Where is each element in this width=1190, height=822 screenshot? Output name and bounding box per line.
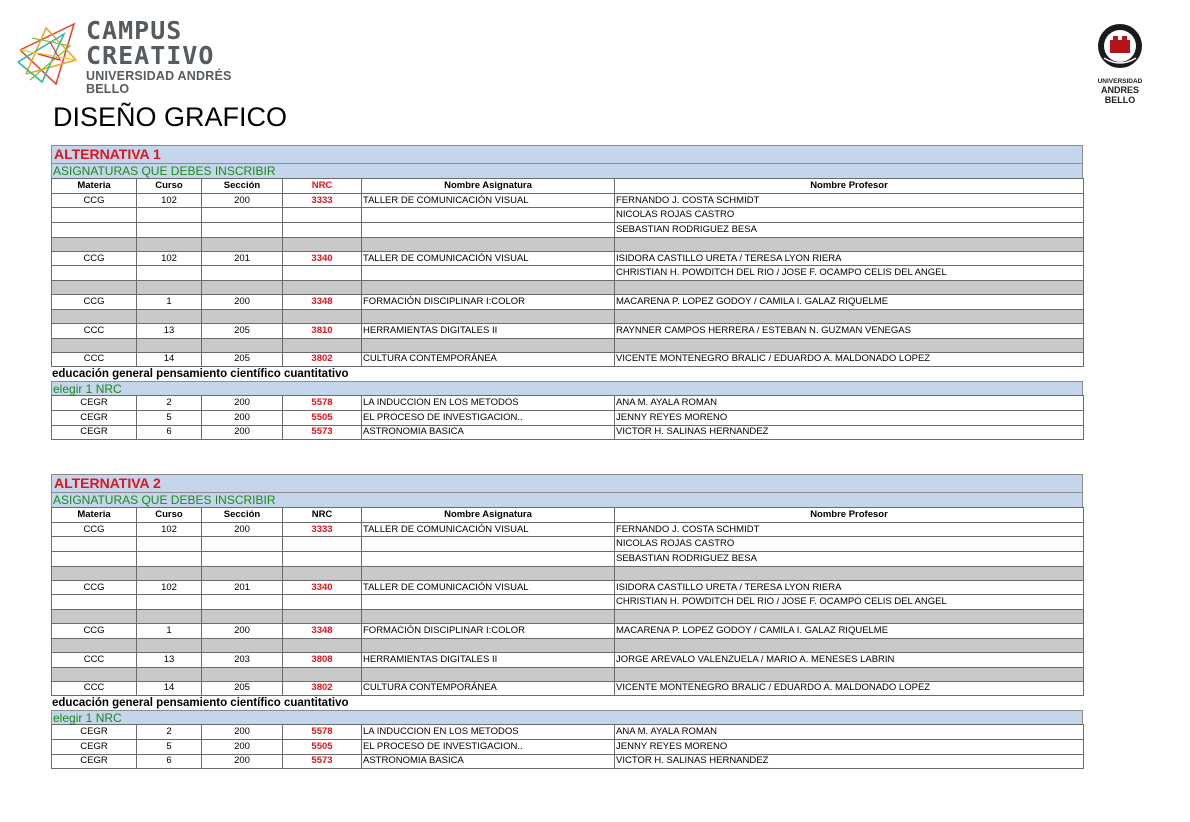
table-cell: ASTRONOMIA BASICA [362, 754, 615, 769]
separator-row [52, 638, 1084, 652]
table-cell: 203 [202, 652, 283, 667]
table-cell [362, 281, 615, 295]
table-cell [202, 266, 283, 281]
table-cell [283, 552, 362, 567]
table-cell: 5505 [283, 410, 362, 425]
table-cell: SEBASTIAN RODRIGUEZ BESA [615, 223, 1084, 238]
table-cell: 205 [202, 352, 283, 367]
table-cell: 3802 [283, 681, 362, 696]
table-cell: TALLER DE COMUNICACIÓN VISUAL [362, 580, 615, 595]
table-cell: CCG [52, 624, 137, 639]
table-cell [137, 281, 202, 295]
table-cell [202, 309, 283, 323]
general-education-label: educación general pensamiento científico cuantitativo [52, 368, 349, 381]
table-cell [137, 595, 202, 610]
table-cell [362, 610, 615, 624]
table-cell [52, 338, 137, 352]
brand-line-2: CREATIVO [86, 41, 215, 70]
table-cell: CHRISTIAN H. POWDITCH DEL RIO / JOSE F. OCAMPO CELIS DEL ANGEL [615, 266, 1084, 281]
table-cell: LA INDUCCION EN LOS METODOS [362, 396, 615, 411]
table-cell: ISIDORA CASTILLO URETA / TERESA LYON RIERA [615, 580, 1084, 595]
separator-row [52, 237, 1084, 251]
table-cell: CEGR [52, 754, 137, 769]
star-network-icon [16, 20, 80, 88]
table-cell: 102 [137, 193, 202, 208]
table-cell [362, 237, 615, 251]
seal-text-2: ANDRES BELLO [1100, 85, 1139, 105]
table-cell [202, 281, 283, 295]
table-cell: 205 [202, 323, 283, 338]
table-cell [283, 208, 362, 223]
table-cell [615, 309, 1084, 323]
table-cell: HERRAMIENTAS DIGITALES II [362, 652, 615, 667]
table-cell [137, 309, 202, 323]
table-cell [52, 309, 137, 323]
separator-row [52, 667, 1084, 681]
table-row [52, 725, 1084, 740]
table-cell: CHRISTIAN H. POWDITCH DEL RIO / JOSE F. OCAMPO CELIS DEL ANGEL [615, 595, 1084, 610]
alternativa-subtitle: ASIGNATURAS QUE DEBES INSCRIBIR [51, 164, 1083, 178]
col-nrc: NRC [283, 508, 362, 523]
table-cell: 6 [137, 754, 202, 769]
table-cell [362, 552, 615, 567]
table-cell: 5505 [283, 739, 362, 754]
table-cell: 3348 [283, 624, 362, 639]
table-cell [202, 223, 283, 238]
alternativa-2-block [51, 474, 1083, 769]
table-row [52, 652, 1084, 667]
alternativa-subtitle: ASIGNATURAS QUE DEBES INSCRIBIR [51, 493, 1083, 507]
table-row [52, 223, 1084, 238]
table-cell [615, 566, 1084, 580]
table-row [52, 295, 1084, 310]
table-cell: EL PROCESO DE INVESTIGACION.. [362, 739, 615, 754]
table-header-row [52, 508, 1084, 523]
table-cell: VICENTE MONTENEGRO BRALIC / EDUARDO A. MALDONADO LOPEZ [615, 352, 1084, 367]
table-cell [283, 537, 362, 552]
table-cell: JORGE AREVALO VALENZUELA / MARIO A. MENESES LABRIN [615, 652, 1084, 667]
table-cell: EL PROCESO DE INVESTIGACION.. [362, 410, 615, 425]
table-cell: CCG [52, 522, 137, 537]
col-asignatura: Nombre Asignatura [362, 508, 615, 523]
table-cell: LA INDUCCION EN LOS METODOS [362, 725, 615, 740]
table-cell: 1 [137, 295, 202, 310]
table-cell [52, 281, 137, 295]
separator-row [52, 281, 1084, 295]
general-education-label: educación general pensamiento científico cuantitativo [52, 697, 349, 710]
table-cell [615, 338, 1084, 352]
table-cell: 1 [137, 624, 202, 639]
table-cell [362, 537, 615, 552]
table-cell: 200 [202, 295, 283, 310]
table-cell [137, 237, 202, 251]
separator-row [52, 338, 1084, 352]
brand-line-1: CAMPUS [86, 16, 183, 45]
table-cell: TALLER DE COMUNICACIÓN VISUAL [362, 251, 615, 266]
table-cell [283, 237, 362, 251]
table-cell: CCG [52, 193, 137, 208]
col-seccion: Sección [202, 179, 283, 194]
table-row [52, 396, 1084, 411]
table-cell [202, 667, 283, 681]
table-cell: NICOLAS ROJAS CASTRO [615, 208, 1084, 223]
col-profesor: Nombre Profesor [615, 508, 1084, 523]
courses-table [51, 178, 1084, 367]
table-cell [202, 237, 283, 251]
table-cell: CEGR [52, 739, 137, 754]
table-cell: JENNY REYES MORENO [615, 739, 1084, 754]
table-cell [52, 595, 137, 610]
table-cell [283, 309, 362, 323]
alternativa-title: ALTERNATIVA 1 [51, 145, 1083, 164]
table-row [52, 624, 1084, 639]
table-cell [137, 552, 202, 567]
table-cell: ASTRONOMIA BASICA [362, 425, 615, 440]
table-cell [362, 266, 615, 281]
courses-table [51, 507, 1084, 696]
table-cell [615, 281, 1084, 295]
table-cell [362, 223, 615, 238]
table-row [52, 754, 1084, 769]
table-cell: 2 [137, 396, 202, 411]
table-cell: 205 [202, 681, 283, 696]
table-cell: CCG [52, 580, 137, 595]
choose-nrc-label: elegir 1 NRC [51, 710, 1083, 724]
table-row [52, 739, 1084, 754]
table-cell: 200 [202, 396, 283, 411]
col-curso: Curso [137, 508, 202, 523]
table-cell: 3333 [283, 193, 362, 208]
table-cell [202, 208, 283, 223]
university-seal-icon [1096, 22, 1144, 72]
table-cell [202, 537, 283, 552]
table-row [52, 552, 1084, 567]
electives-table [51, 724, 1084, 769]
table-cell: CEGR [52, 396, 137, 411]
table-cell: 3340 [283, 251, 362, 266]
table-cell [202, 338, 283, 352]
table-cell: 5578 [283, 396, 362, 411]
table-cell [137, 338, 202, 352]
table-cell: VICTOR H. SALINAS HERNANDEZ [615, 754, 1084, 769]
choose-nrc-label: elegir 1 NRC [51, 381, 1083, 395]
table-cell [283, 667, 362, 681]
table-cell: SEBASTIAN RODRIGUEZ BESA [615, 552, 1084, 567]
table-cell: 200 [202, 725, 283, 740]
table-cell: 200 [202, 522, 283, 537]
table-row [52, 251, 1084, 266]
table-cell [52, 223, 137, 238]
page-title: DISEÑO GRAFICO [53, 102, 288, 132]
unab-seal-logo [1085, 22, 1155, 105]
table-row [52, 681, 1084, 696]
table-row [52, 580, 1084, 595]
table-row [52, 323, 1084, 338]
table-cell: CCC [52, 652, 137, 667]
table-row [52, 537, 1084, 552]
table-row [52, 266, 1084, 281]
separator-row [52, 309, 1084, 323]
table-row [52, 352, 1084, 367]
separator-row [52, 566, 1084, 580]
alternativa-1-block [51, 145, 1083, 440]
table-cell [362, 566, 615, 580]
electives-table [51, 395, 1084, 440]
table-cell [52, 552, 137, 567]
table-cell [202, 566, 283, 580]
table-cell: 3333 [283, 522, 362, 537]
table-cell [52, 566, 137, 580]
table-cell [615, 610, 1084, 624]
table-cell [52, 638, 137, 652]
col-nrc: NRC [283, 179, 362, 194]
brand-line-3: UNIVERSIDAD ANDRÉS BELLO [86, 69, 232, 96]
col-asignatura: Nombre Asignatura [362, 179, 615, 194]
table-cell [52, 537, 137, 552]
table-cell: 5573 [283, 425, 362, 440]
table-cell: 102 [137, 251, 202, 266]
table-cell [52, 266, 137, 281]
col-materia: Materia [52, 508, 137, 523]
table-cell [615, 638, 1084, 652]
col-seccion: Sección [202, 508, 283, 523]
table-cell: 102 [137, 522, 202, 537]
table-cell [362, 208, 615, 223]
table-cell: MACARENA P. LOPEZ GODOY / CAMILA I. GALAZ RIQUELME [615, 295, 1084, 310]
table-cell: 3348 [283, 295, 362, 310]
table-cell: 14 [137, 352, 202, 367]
table-cell [283, 338, 362, 352]
table-cell: ANA M. AYALA ROMAN [615, 396, 1084, 411]
table-cell [137, 223, 202, 238]
table-cell [615, 667, 1084, 681]
table-cell [202, 595, 283, 610]
table-cell: CCG [52, 295, 137, 310]
table-cell [137, 537, 202, 552]
table-cell [362, 667, 615, 681]
table-cell [52, 667, 137, 681]
table-cell [362, 638, 615, 652]
table-cell: 5573 [283, 754, 362, 769]
table-cell [362, 595, 615, 610]
table-cell: 102 [137, 580, 202, 595]
table-cell: FORMACIÓN DISCIPLINAR I:COLOR [362, 295, 615, 310]
table-cell [283, 638, 362, 652]
table-cell: 200 [202, 754, 283, 769]
table-cell: 13 [137, 652, 202, 667]
table-cell: 201 [202, 580, 283, 595]
table-cell: 13 [137, 323, 202, 338]
table-cell: 3340 [283, 580, 362, 595]
table-cell: 200 [202, 425, 283, 440]
table-header-row [52, 179, 1084, 194]
table-row [52, 522, 1084, 537]
table-cell: MACARENA P. LOPEZ GODOY / CAMILA I. GALAZ RIQUELME [615, 624, 1084, 639]
table-cell: FERNANDO J. COSTA SCHMIDT [615, 522, 1084, 537]
table-cell: 200 [202, 410, 283, 425]
table-cell: CULTURA CONTEMPORÁNEA [362, 681, 615, 696]
table-cell: CCC [52, 681, 137, 696]
table-row [52, 595, 1084, 610]
table-cell [52, 237, 137, 251]
table-cell: 2 [137, 725, 202, 740]
separator-row [52, 610, 1084, 624]
table-cell [283, 610, 362, 624]
table-cell [137, 266, 202, 281]
table-cell: 201 [202, 251, 283, 266]
table-cell: TALLER DE COMUNICACIÓN VISUAL [362, 522, 615, 537]
table-cell [137, 667, 202, 681]
table-cell [362, 309, 615, 323]
table-row [52, 410, 1084, 425]
table-cell [202, 552, 283, 567]
table-cell: 5 [137, 739, 202, 754]
table-cell: 14 [137, 681, 202, 696]
table-cell: NICOLAS ROJAS CASTRO [615, 537, 1084, 552]
table-cell: 200 [202, 624, 283, 639]
table-cell: TALLER DE COMUNICACIÓN VISUAL [362, 193, 615, 208]
table-cell: CCG [52, 251, 137, 266]
table-row [52, 425, 1084, 440]
campus-creativo-logo [16, 16, 256, 96]
table-cell: 200 [202, 739, 283, 754]
table-cell: VICTOR H. SALINAS HERNANDEZ [615, 425, 1084, 440]
table-cell [615, 237, 1084, 251]
table-cell: CEGR [52, 425, 137, 440]
table-cell: CULTURA CONTEMPORÁNEA [362, 352, 615, 367]
table-cell: FORMACIÓN DISCIPLINAR I:COLOR [362, 624, 615, 639]
col-materia: Materia [52, 179, 137, 194]
col-profesor: Nombre Profesor [615, 179, 1084, 194]
col-curso: Curso [137, 179, 202, 194]
table-cell: RAYNNER CAMPOS HERRERA / ESTEBAN N. GUZMAN VENEGAS [615, 323, 1084, 338]
table-cell: 3810 [283, 323, 362, 338]
table-cell [137, 208, 202, 223]
alternativa-title: ALTERNATIVA 2 [51, 474, 1083, 493]
table-cell: 6 [137, 425, 202, 440]
table-cell: HERRAMIENTAS DIGITALES II [362, 323, 615, 338]
table-cell [52, 610, 137, 624]
table-cell [362, 338, 615, 352]
table-cell [137, 638, 202, 652]
table-cell: FERNANDO J. COSTA SCHMIDT [615, 193, 1084, 208]
table-cell: CCC [52, 323, 137, 338]
table-cell: ISIDORA CASTILLO URETA / TERESA LYON RIERA [615, 251, 1084, 266]
table-cell [202, 610, 283, 624]
table-row [52, 193, 1084, 208]
table-cell: CCC [52, 352, 137, 367]
table-row [52, 208, 1084, 223]
table-cell [283, 223, 362, 238]
table-cell: 200 [202, 193, 283, 208]
table-cell: 5578 [283, 725, 362, 740]
table-cell: 3808 [283, 652, 362, 667]
table-cell: 3802 [283, 352, 362, 367]
table-cell: CEGR [52, 410, 137, 425]
table-cell: CEGR [52, 725, 137, 740]
table-cell [283, 266, 362, 281]
table-cell: ANA M. AYALA ROMAN [615, 725, 1084, 740]
table-cell: 5 [137, 410, 202, 425]
table-cell [283, 566, 362, 580]
table-cell [202, 638, 283, 652]
table-cell: JENNY REYES MORENO [615, 410, 1084, 425]
table-cell: VICENTE MONTENEGRO BRALIC / EDUARDO A. MALDONADO LOPEZ [615, 681, 1084, 696]
table-cell [52, 208, 137, 223]
table-cell [283, 595, 362, 610]
seal-text-1: UNIVERSIDAD [1097, 78, 1143, 85]
table-cell [283, 281, 362, 295]
table-cell [137, 566, 202, 580]
table-cell [137, 610, 202, 624]
